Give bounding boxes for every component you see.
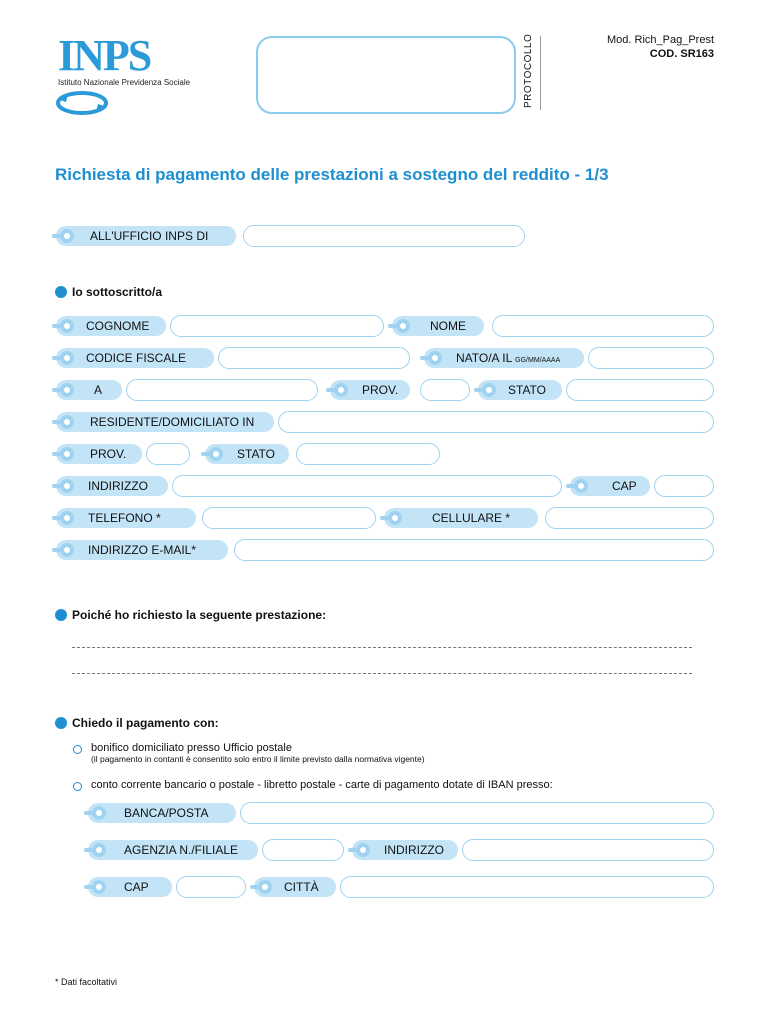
office-pill	[56, 226, 236, 246]
stato-pill: STATO	[478, 380, 562, 400]
protocol-box[interactable]	[256, 36, 516, 114]
agenzia-pill: AGENZIA N./FILIALE	[88, 840, 258, 860]
section-prestazione: Poiché ho richiesto la seguente prestazione:	[72, 608, 326, 622]
agenzia-field[interactable]	[262, 839, 344, 861]
prov2-field[interactable]	[146, 443, 190, 465]
prov-field[interactable]	[420, 379, 470, 401]
citta-field[interactable]	[340, 876, 714, 898]
logo-subtitle: Istituto Nazionale Previdenza Sociale	[58, 78, 191, 87]
option-bonifico-radio[interactable]	[73, 745, 82, 754]
office-field[interactable]	[243, 225, 525, 247]
prestazione-line-1[interactable]	[72, 647, 692, 648]
nato-il-field[interactable]	[588, 347, 714, 369]
option-conto-radio[interactable]	[73, 782, 82, 791]
indirizzo-field[interactable]	[172, 475, 562, 497]
banca-field[interactable]	[240, 802, 714, 824]
indirizzo-pill: INDIRIZZO	[56, 476, 168, 496]
bank-indirizzo-pill: INDIRIZZO	[352, 840, 458, 860]
footnote: * Dati facoltativi	[55, 977, 118, 987]
nome-field[interactable]	[492, 315, 714, 337]
residente-pill: RESIDENTE/DOMICILIATO IN	[56, 412, 274, 432]
prov-pill: PROV.	[330, 380, 410, 400]
module-code	[607, 33, 714, 61]
page-title: Richiesta di pagamento delle prestazioni a sostegno del reddito - 1/3	[55, 165, 609, 184]
telefono-pill: TELEFONO *	[56, 508, 196, 528]
codice-fiscale-field[interactable]	[218, 347, 410, 369]
bank-indirizzo-field[interactable]	[462, 839, 714, 861]
email-pill: INDIRIZZO E-MAIL*	[56, 540, 228, 560]
nome-pill: NOME	[392, 316, 484, 336]
option-conto-label: conto corrente bancario o postale - libretto postale - carte di pagamento dotate di IBAN presso:	[91, 779, 553, 791]
cellulare-pill: CELLULARE *	[384, 508, 538, 528]
cod-number: COD. SR163	[649, 48, 714, 60]
cap-pill: CAP	[570, 476, 650, 496]
section-pagamento: Chiedo il pagamento con:	[72, 716, 219, 730]
option-bonifico-label: bonifico domiciliato presso Ufficio postale	[91, 742, 292, 754]
option-bonifico	[91, 742, 425, 764]
prestazione-line-2[interactable]	[72, 673, 692, 674]
protocol-divider	[540, 36, 541, 110]
office-label: ALL'UFFICIO INPS DI	[90, 229, 209, 243]
codice-fiscale-pill: CODICE FISCALE	[56, 348, 214, 368]
stato-field[interactable]	[566, 379, 714, 401]
a-pill: A	[56, 380, 122, 400]
nato-il-pill: NATO/A IL GG/MM/AAAA	[424, 348, 584, 368]
option-bonifico-note: (il pagamento in contanti è consentito solo entro il limite previsto dalla normativa vigente)	[91, 754, 425, 764]
telefono-field[interactable]	[202, 507, 376, 529]
bank-cap-pill: CAP	[88, 877, 172, 897]
citta-pill: CITTÀ	[254, 877, 336, 897]
inps-swirl-icon	[54, 88, 110, 118]
inps-logo: INPS	[58, 31, 151, 80]
bank-cap-field[interactable]	[176, 876, 246, 898]
stato2-pill: STATO	[205, 444, 289, 464]
prov2-pill: PROV.	[56, 444, 142, 464]
section-sottoscritto: Io sottoscritto/a	[72, 285, 162, 299]
cognome-pill: COGNOME	[56, 316, 166, 336]
residente-field[interactable]	[278, 411, 714, 433]
cognome-field[interactable]	[170, 315, 384, 337]
protocol-label: PROTOCOLLO	[523, 33, 534, 108]
mod-name: Mod. Rich_Pag_Prest	[607, 34, 714, 46]
a-field[interactable]	[126, 379, 318, 401]
email-field[interactable]	[234, 539, 714, 561]
cap-field[interactable]	[654, 475, 714, 497]
stato2-field[interactable]	[296, 443, 440, 465]
banca-pill: BANCA/POSTA	[88, 803, 236, 823]
date-format-hint: GG/MM/AAAA	[515, 357, 561, 364]
cellulare-field[interactable]	[545, 507, 714, 529]
